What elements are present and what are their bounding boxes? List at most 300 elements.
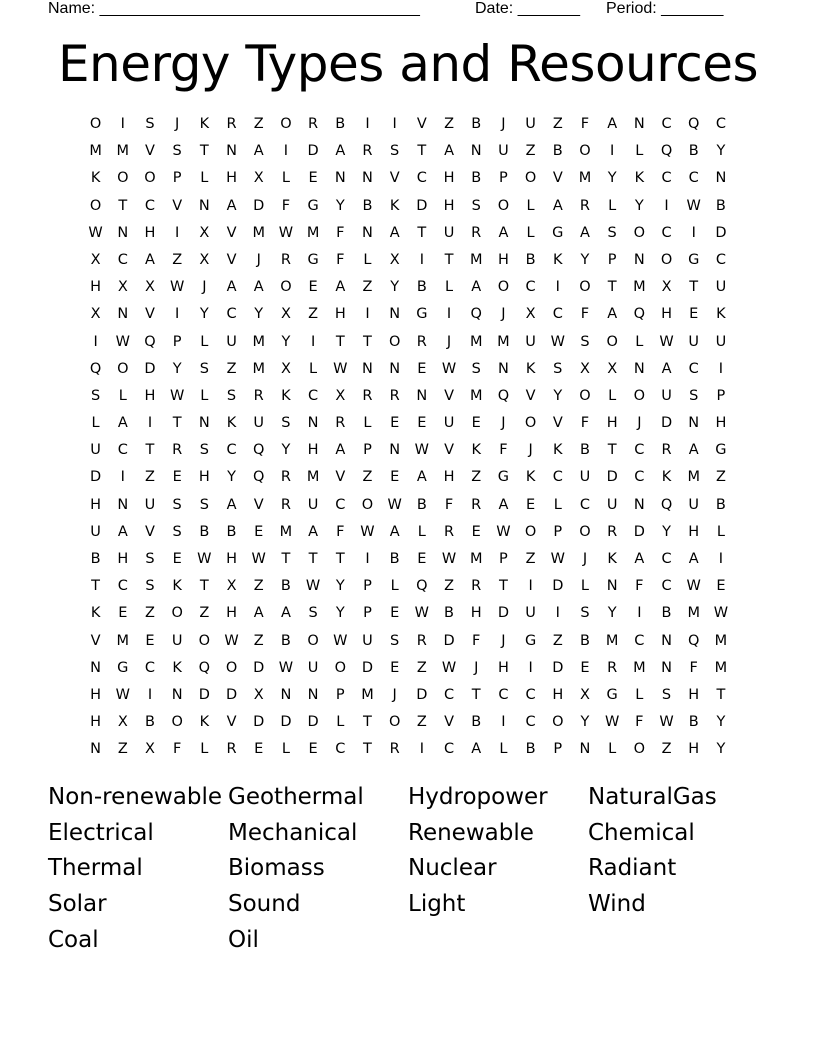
grid-letter: J [501,116,506,132]
grid-letter: S [172,496,182,513]
grid-letter: E [417,415,427,432]
grid-letter: H [307,442,319,459]
grid-letter: O [280,279,292,296]
grid-letter: X [145,279,155,296]
grid-letter: H [688,741,700,758]
grid-letter: K [607,551,617,567]
grid-letter: O [280,116,292,132]
grid-letter: X [117,279,128,296]
grid-row [82,658,742,685]
grid-letter: M [469,251,483,268]
grid-letter: T [91,578,101,595]
grid-letter: Z [362,279,373,296]
grid-row [82,413,742,440]
grid-letter: H [688,523,700,540]
grid-letter: I [528,578,533,595]
grid-letter: A [661,360,672,377]
grid-letter: E [254,523,264,540]
grid-letter: K [661,469,672,486]
grid-letter: I [419,251,424,268]
grid-letter: K [716,306,726,323]
grid-letter: I [147,415,153,432]
grid-letter: N [661,659,672,676]
grid-letter: O [171,605,183,622]
grid-letter: N [362,360,373,377]
grid-letter: A [416,469,427,486]
grid-letter: P [716,387,726,404]
grid-letter: N [117,224,129,241]
grid-letter: L [118,387,127,404]
grid-letter: W [197,551,212,567]
grid-letter: U [443,224,455,241]
grid-letter: D [144,360,156,377]
grid-letter: X [117,714,128,731]
grid-letter: N [198,415,210,432]
grid-letter: T [335,551,345,567]
grid-letter: R [443,523,455,540]
grid-letter: U [715,279,727,296]
grid-letter: I [365,116,370,132]
grid-letter: H [470,605,482,622]
grid-letter: N [90,741,102,758]
grid-letter: D [307,143,319,160]
grid-letter: Q [144,333,156,350]
grid-letter: Y [390,279,400,296]
grid-letter: M [633,659,646,676]
grid-letter: E [417,551,427,567]
grid-letter: W [305,578,321,595]
grid-row [82,712,742,739]
grid-letter: I [664,197,669,214]
grid-letter: Z [362,469,373,486]
grid-letter: H [497,251,509,268]
grid-row [82,440,742,467]
grid-letter: B [389,551,400,567]
grid-letter: Y [662,523,671,540]
grid-letter: N [661,632,672,649]
grid-letter: C [416,170,427,187]
word-list-item: Solar [48,891,107,918]
grid-letter: Z [552,116,563,132]
grid-row [82,631,742,658]
grid-letter: E [471,523,481,540]
grid-letter: J [202,279,207,296]
grid-letter: S [580,333,590,350]
grid-letter: P [363,605,372,622]
grid-letter: A [335,143,346,160]
grid-letter: M [89,143,102,160]
grid-letter: U [90,523,101,540]
grid-letter: F [635,714,644,731]
grid-letter: S [199,360,209,377]
grid-letter: I [175,306,180,323]
grid-letter: E [145,632,155,649]
grid-letter: C [552,306,563,323]
grid-letter: S [145,116,155,132]
grid-letter: C [335,741,346,758]
grid-letter: C [552,469,563,486]
grid-row [82,223,742,250]
grid-row [82,277,742,304]
grid-letter: B [444,605,454,622]
student-info-header [48,0,748,20]
grid-letter: T [335,333,345,350]
grid-letter: S [172,523,182,540]
grid-letter: G [606,686,618,703]
grid-letter: I [365,306,370,323]
grid-letter: L [309,360,318,377]
grid-letter: A [471,279,482,296]
grid-letter: C [688,360,699,377]
grid-letter: S [226,387,237,404]
grid-letter: H [661,306,672,323]
grid-letter: A [552,197,563,214]
grid-letter: X [661,279,672,296]
grid-letter: K [553,251,563,268]
grid-letter: S [145,551,155,567]
grid-letter: B [199,523,210,540]
grid-letter: I [501,714,506,731]
grid-letter: V [226,251,237,268]
grid-letter: C [661,170,672,187]
grid-letter: W [441,360,457,377]
grid-letter: H [226,551,237,567]
grid-letter: G [416,306,428,323]
grid-letter: N [117,306,129,323]
grid-letter: Q [688,632,700,649]
grid-letter: R [416,632,427,649]
grid-letter: F [336,251,345,268]
grid-letter: B [280,578,291,595]
grid-letter: I [718,360,724,377]
grid-row [82,549,742,576]
grid-letter: C [715,251,726,268]
grid-letter: G [307,197,319,214]
grid-letter: S [90,387,101,404]
page-title: Energy Types and Resources [57,35,759,93]
grid-letter: N [633,251,645,268]
grid-letter: C [661,578,672,595]
grid-row [82,168,742,195]
grid-letter: T [281,551,291,567]
grid-letter: X [335,387,346,404]
grid-letter: N [470,143,482,160]
grid-letter: M [687,605,700,622]
grid-letter: W [169,387,185,404]
grid-letter: Q [660,496,673,513]
grid-letter: C [661,224,672,241]
grid-letter: V [444,442,454,459]
grid-letter: E [689,306,699,323]
grid-letter: O [633,387,646,404]
grid-letter: W [169,279,185,296]
grid-letter: K [90,605,101,622]
grid-letter: J [392,686,397,703]
grid-letter: L [363,415,372,432]
grid-letter: D [253,659,265,676]
grid-letter: E [526,496,536,513]
grid-letter: C [525,714,536,731]
grid-letter: B [471,170,482,187]
grid-letter: J [501,306,506,323]
grid-letter: D [497,605,509,622]
word-list-item: Electrical [48,819,154,846]
grid-letter: X [580,686,590,703]
grid-letter: I [446,306,452,323]
grid-letter: Y [716,143,726,160]
grid-letter: W [604,714,620,731]
grid-letter: L [580,578,590,595]
grid-letter: M [469,333,483,350]
grid-letter: T [471,686,481,703]
grid-letter: B [90,551,101,567]
grid-letter: J [474,659,479,676]
grid-letter: A [253,605,264,622]
grid-letter: A [253,143,264,160]
grid-letter: M [361,686,374,703]
grid-letter: L [553,496,562,513]
grid-letter: A [253,279,264,296]
grid-letter: C [117,578,128,595]
word-list-item: NaturalGas [588,784,717,810]
word-search-grid [82,114,742,767]
grid-row [82,359,742,386]
grid-letter: R [253,387,264,404]
grid-letter: D [443,632,455,649]
grid-letter: O [633,741,646,758]
grid-letter: R [362,143,373,160]
grid-letter: W [686,578,701,595]
grid-letter: K [525,469,536,486]
grid-letter: W [251,551,266,567]
grid-letter: Z [715,469,726,486]
grid-letter: B [715,197,726,214]
grid-letter: N [633,116,645,132]
grid-letter: C [634,442,645,459]
grid-letter: X [199,251,210,268]
grid-letter: W [88,224,103,241]
grid-letter: W [333,360,348,377]
grid-letter: D [552,578,564,595]
grid-letter: N [606,578,618,595]
grid-letter: I [93,333,98,350]
grid-letter: W [333,632,348,649]
grid-letter: O [606,333,618,350]
grid-letter: R [280,496,291,513]
grid-letter: Y [607,170,617,187]
grid-letter: X [580,360,590,377]
grid-letter: H [443,197,455,214]
word-list-item: Radiant [588,855,677,882]
grid-letter: O [524,170,537,187]
grid-letter: I [175,224,180,241]
grid-letter: K [525,360,536,377]
grid-letter: Y [580,714,590,731]
grid-letter: F [499,442,508,459]
grid-letter: U [579,469,591,486]
grid-letter: W [686,197,701,214]
grid-letter: B [471,714,482,731]
grid-letter: L [444,279,454,296]
grid-letter: I [120,469,125,486]
grid-letter: P [499,551,508,567]
grid-letter: E [417,360,427,377]
grid-letter: A [444,143,454,160]
grid-letter: R [226,116,237,132]
period-field[interactable]: Period: _______ [606,0,724,17]
grid-letter: L [91,415,100,432]
grid-letter: W [550,551,565,567]
grid-letter: U [688,333,700,350]
grid-letter: A [634,551,645,567]
grid-letter: P [607,251,617,268]
grid-letter: Y [199,306,209,323]
grid-letter: O [117,360,129,377]
grid-letter: M [252,333,265,350]
grid-letter: D [90,469,102,486]
grid-letter: O [579,523,591,540]
grid-letter: T [607,442,617,459]
grid-letter: V [552,170,563,187]
grid-letter: B [661,605,672,622]
grid-letter: V [444,387,454,404]
grid-letter: F [281,197,291,214]
grid-letter: C [335,496,346,513]
name-field[interactable]: Name: ____________________________________ [48,0,420,17]
grid-letter: W [713,605,729,622]
grid-row [82,304,742,331]
grid-letter: S [471,197,481,214]
grid-letter: M [578,170,592,187]
grid-letter: X [199,224,210,241]
grid-letter: R [280,251,291,268]
grid-letter: K [389,197,400,214]
word-list-item: Sound [228,891,301,918]
grid-letter: L [390,578,399,595]
grid-letter: M [116,143,130,160]
grid-letter: C [688,170,699,187]
grid-letter: H [90,496,102,513]
grid-letter: B [688,714,699,731]
grid-letter: R [389,741,400,758]
grid-letter: I [392,116,397,132]
grid-letter: H [715,415,727,432]
grid-letter: Q [253,469,265,486]
grid-letter: W [414,442,430,459]
grid-letter: U [307,659,319,676]
grid-letter: B [579,632,590,649]
grid-letter: S [308,605,318,622]
grid-letter: C [144,197,156,214]
grid-letter: G [307,251,319,268]
grid-letter: O [225,659,238,676]
grid-letter: T [498,578,508,595]
grid-letter: C [308,387,319,404]
grid-letter: A [580,224,590,241]
grid-letter: M [714,632,728,649]
grid-letter: U [525,605,536,622]
grid-letter: U [606,496,618,513]
grid-letter: Q [470,306,482,323]
grid-letter: D [606,469,618,486]
grid-letter: D [416,686,428,703]
grid-letter: E [390,659,400,676]
grid-letter: A [688,442,699,459]
grid-letter: Z [253,632,264,649]
grid-letter: Q [253,442,265,459]
grid-letter: L [200,741,209,758]
grid-letter: H [117,551,129,567]
grid-letter: O [334,659,346,676]
grid-letter: N [198,197,210,214]
grid-letter: Z [525,143,536,160]
grid-letter: O [307,632,319,649]
grid-letter: T [689,279,699,296]
grid-letter: I [310,333,316,350]
grid-letter: A [117,415,128,432]
grid-letter: I [120,116,125,132]
grid-letter: X [253,686,264,703]
grid-letter: M [714,659,728,676]
grid-letter: X [253,170,264,187]
grid-letter: O [524,415,537,432]
grid-letter: U [90,442,101,459]
grid-letter: G [715,442,727,459]
grid-letter: C [443,686,455,703]
grid-letter: U [226,333,237,350]
grid-letter: D [361,659,374,676]
grid-letter: X [280,306,291,323]
grid-letter: I [283,143,289,160]
grid-letter: I [555,605,560,622]
grid-letter: A [471,741,482,758]
grid-letter: T [199,578,209,595]
grid-letter: C [525,686,536,703]
grid-letter: E [254,741,264,758]
grid-letter: M [633,279,646,296]
grid-letter: S [689,387,699,404]
grid-letter: A [389,523,400,540]
grid-letter: H [334,306,346,323]
grid-letter: Y [607,605,617,622]
grid-letter: K [172,578,182,595]
grid-letter: Z [444,578,454,595]
word-list-item: Non-renewable [48,784,223,810]
grid-letter: O [89,116,102,132]
grid-letter: C [661,116,672,132]
grid-letter: Z [145,469,155,486]
date-field[interactable]: Date: _______ [475,0,580,17]
grid-letter: Y [716,741,726,758]
grid-letter: A [117,523,128,540]
grid-letter: F [580,415,590,432]
word-list-item: Thermal [48,855,143,882]
grid-letter: B [525,741,536,758]
grid-letter: T [417,224,427,241]
grid-letter: D [225,686,238,703]
grid-letter: S [390,143,400,160]
grid-letter: X [607,360,618,377]
grid-letter: W [115,686,130,703]
grid-letter: I [528,659,533,676]
grid-letter: W [224,632,239,649]
grid-letter: H [606,415,618,432]
grid-letter: W [278,659,294,676]
grid-letter: L [608,741,617,758]
grid-row [82,114,742,141]
grid-letter: P [553,741,563,758]
grid-letter: R [226,741,237,758]
